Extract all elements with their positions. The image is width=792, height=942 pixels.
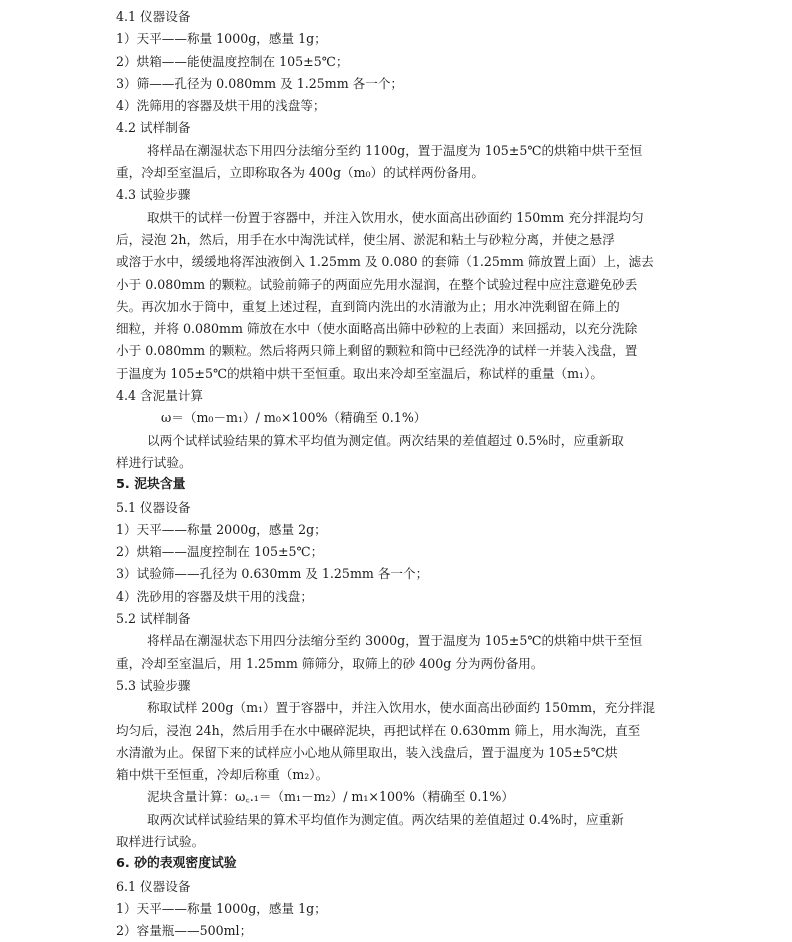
text-line: ω＝（m₀－m₁）/ m₀×100%（精确至 0.1%） — [161, 410, 427, 426]
text-line: 后，浸泡 2h，然后，用手在水中淘洗试样，使尘屑、淤泥和粘土与砂粒分离，并使之悬浮 — [116, 231, 615, 247]
text-line: 4.1 仪器设备 — [116, 9, 191, 24]
text-line: 4）洗砂用的容器及烘干用的浅盘； — [116, 588, 313, 604]
text-line: 细粒，并将 0.080mm 筛放在水中（使水面略高出筛中砂粒的上表面）来回摇动，以充分洗除 — [116, 321, 638, 337]
text-line: 4.3 试验步骤 — [116, 187, 191, 203]
text-line: 样进行试验。 — [116, 454, 192, 470]
section-heading: 6. 砂的表观密度试验 — [116, 856, 237, 872]
text-line: 或溶于水中，缓缓地将浑浊液倒入 1.25mm 及 0.080 的套筛（1.25mm 筛放置上面）上，滤去 — [116, 254, 654, 270]
text-line: 1）天平——称量 1000g，感量 1g； — [116, 31, 327, 47]
text-line: 重，冷却至室温后，立即称取各为 400g（m₀）的试样两份备用。 — [116, 165, 484, 181]
text-line: 4）洗筛用的容器及烘干用的浅盘等； — [116, 98, 326, 114]
text-line: 2）烘箱——能使温度控制在 105±5℃； — [116, 53, 349, 69]
text-line: 3）筛——孔径为 0.080mm 及 1.25mm 各一个； — [116, 75, 404, 91]
text-line: 以两个试样试验结果的算术平均值为测定值。两次结果的差值超过 0.5%时，应重新取 — [147, 432, 624, 448]
text-line: 水清澈为止。保留下来的试样应小心地从筛里取出，装入浅盘后，置于温度为 105±5℃烘 — [116, 744, 618, 760]
text-line: 4.2 试样制备 — [116, 120, 191, 136]
text-line: 6.1 仪器设备 — [116, 878, 191, 894]
text-line: 5.3 试验步骤 — [116, 677, 191, 693]
text-line: 于温度为 105±5℃的烘箱中烘干至恒重。取出来冷却至室温后，称试样的重量（m₁）。 — [116, 365, 603, 381]
text-line: 取烘干的试样一份置于容器中，并注入饮用水，使水面高出砂面约 150mm 充分拌混均匀 — [147, 209, 644, 225]
text-line: 5.2 试样制备 — [116, 611, 191, 627]
text-line: 称取试样 200g（m₁）置于容器中，并注入饮用水，使水面高出砂面约 150mm，充分拌混 — [147, 700, 656, 716]
text-line: 3）试验筛——孔径为 0.630mm 及 1.25mm 各一个； — [116, 566, 429, 582]
text-line: 小于 0.080mm 的颗粒。然后将两只筛上剩留的颗粒和筒中已经洗净的试样一并装入浅盘，置 — [116, 343, 638, 359]
text-line: 泥块含量计算：ω꜀.₁＝（m₁－m₂）/ m₁×100%（精确至 0.1%） — [147, 789, 514, 805]
text-line: 将样品在潮湿状态下用四分法缩分至约 3000g，置于温度为 105±5℃的烘箱中烘干至恒 — [147, 633, 643, 649]
text-line: 1）天平——称量 1000g，感量 1g； — [116, 900, 327, 916]
section-heading: 5. 泥块含量 — [116, 477, 186, 493]
text-line: 取样进行试验。 — [116, 833, 205, 849]
text-line: 箱中烘干至恒重，冷却后称重（m₂）。 — [116, 767, 329, 783]
document-page — [116, 6, 676, 942]
text-line: 均匀后，浸泡 24h，然后用手在水中碾碎泥块，再把试样在 0.630mm 筛上，用水淘洗，直至 — [116, 722, 641, 738]
text-line: 失。再次加水于筒中，重复上述过程，直到筒内洗出的水清澈为止；用水冲洗剩留在筛上的 — [116, 298, 620, 314]
text-line: 1）天平——称量 2000g，感量 2g； — [116, 521, 327, 537]
text-line: 4.4 含泥量计算 — [116, 388, 204, 404]
text-line: 5.1 仪器设备 — [116, 499, 191, 515]
text-line: 取两次试样试验结果的算术平均值作为测定值。两次结果的差值超过 0.4%时，应重新 — [147, 811, 624, 827]
text-line: 2）烘箱——温度控制在 105±5℃； — [116, 544, 324, 560]
text-line: 将样品在潮湿状态下用四分法缩分至约 1100g，置于温度为 105±5℃的烘箱中烘干至恒 — [147, 142, 643, 158]
text-line: 小于 0.080mm 的颗粒。试验前筛子的两面应先用水湿润，在整个试验过程中应注意避免砂丢 — [116, 276, 638, 292]
text-line: 2）容量瓶——500ml； — [116, 923, 253, 939]
text-line: 重，冷却至室温后，用 1.25mm 筛筛分，取筛上的砂 400g 分为两份备用。 — [116, 655, 544, 671]
